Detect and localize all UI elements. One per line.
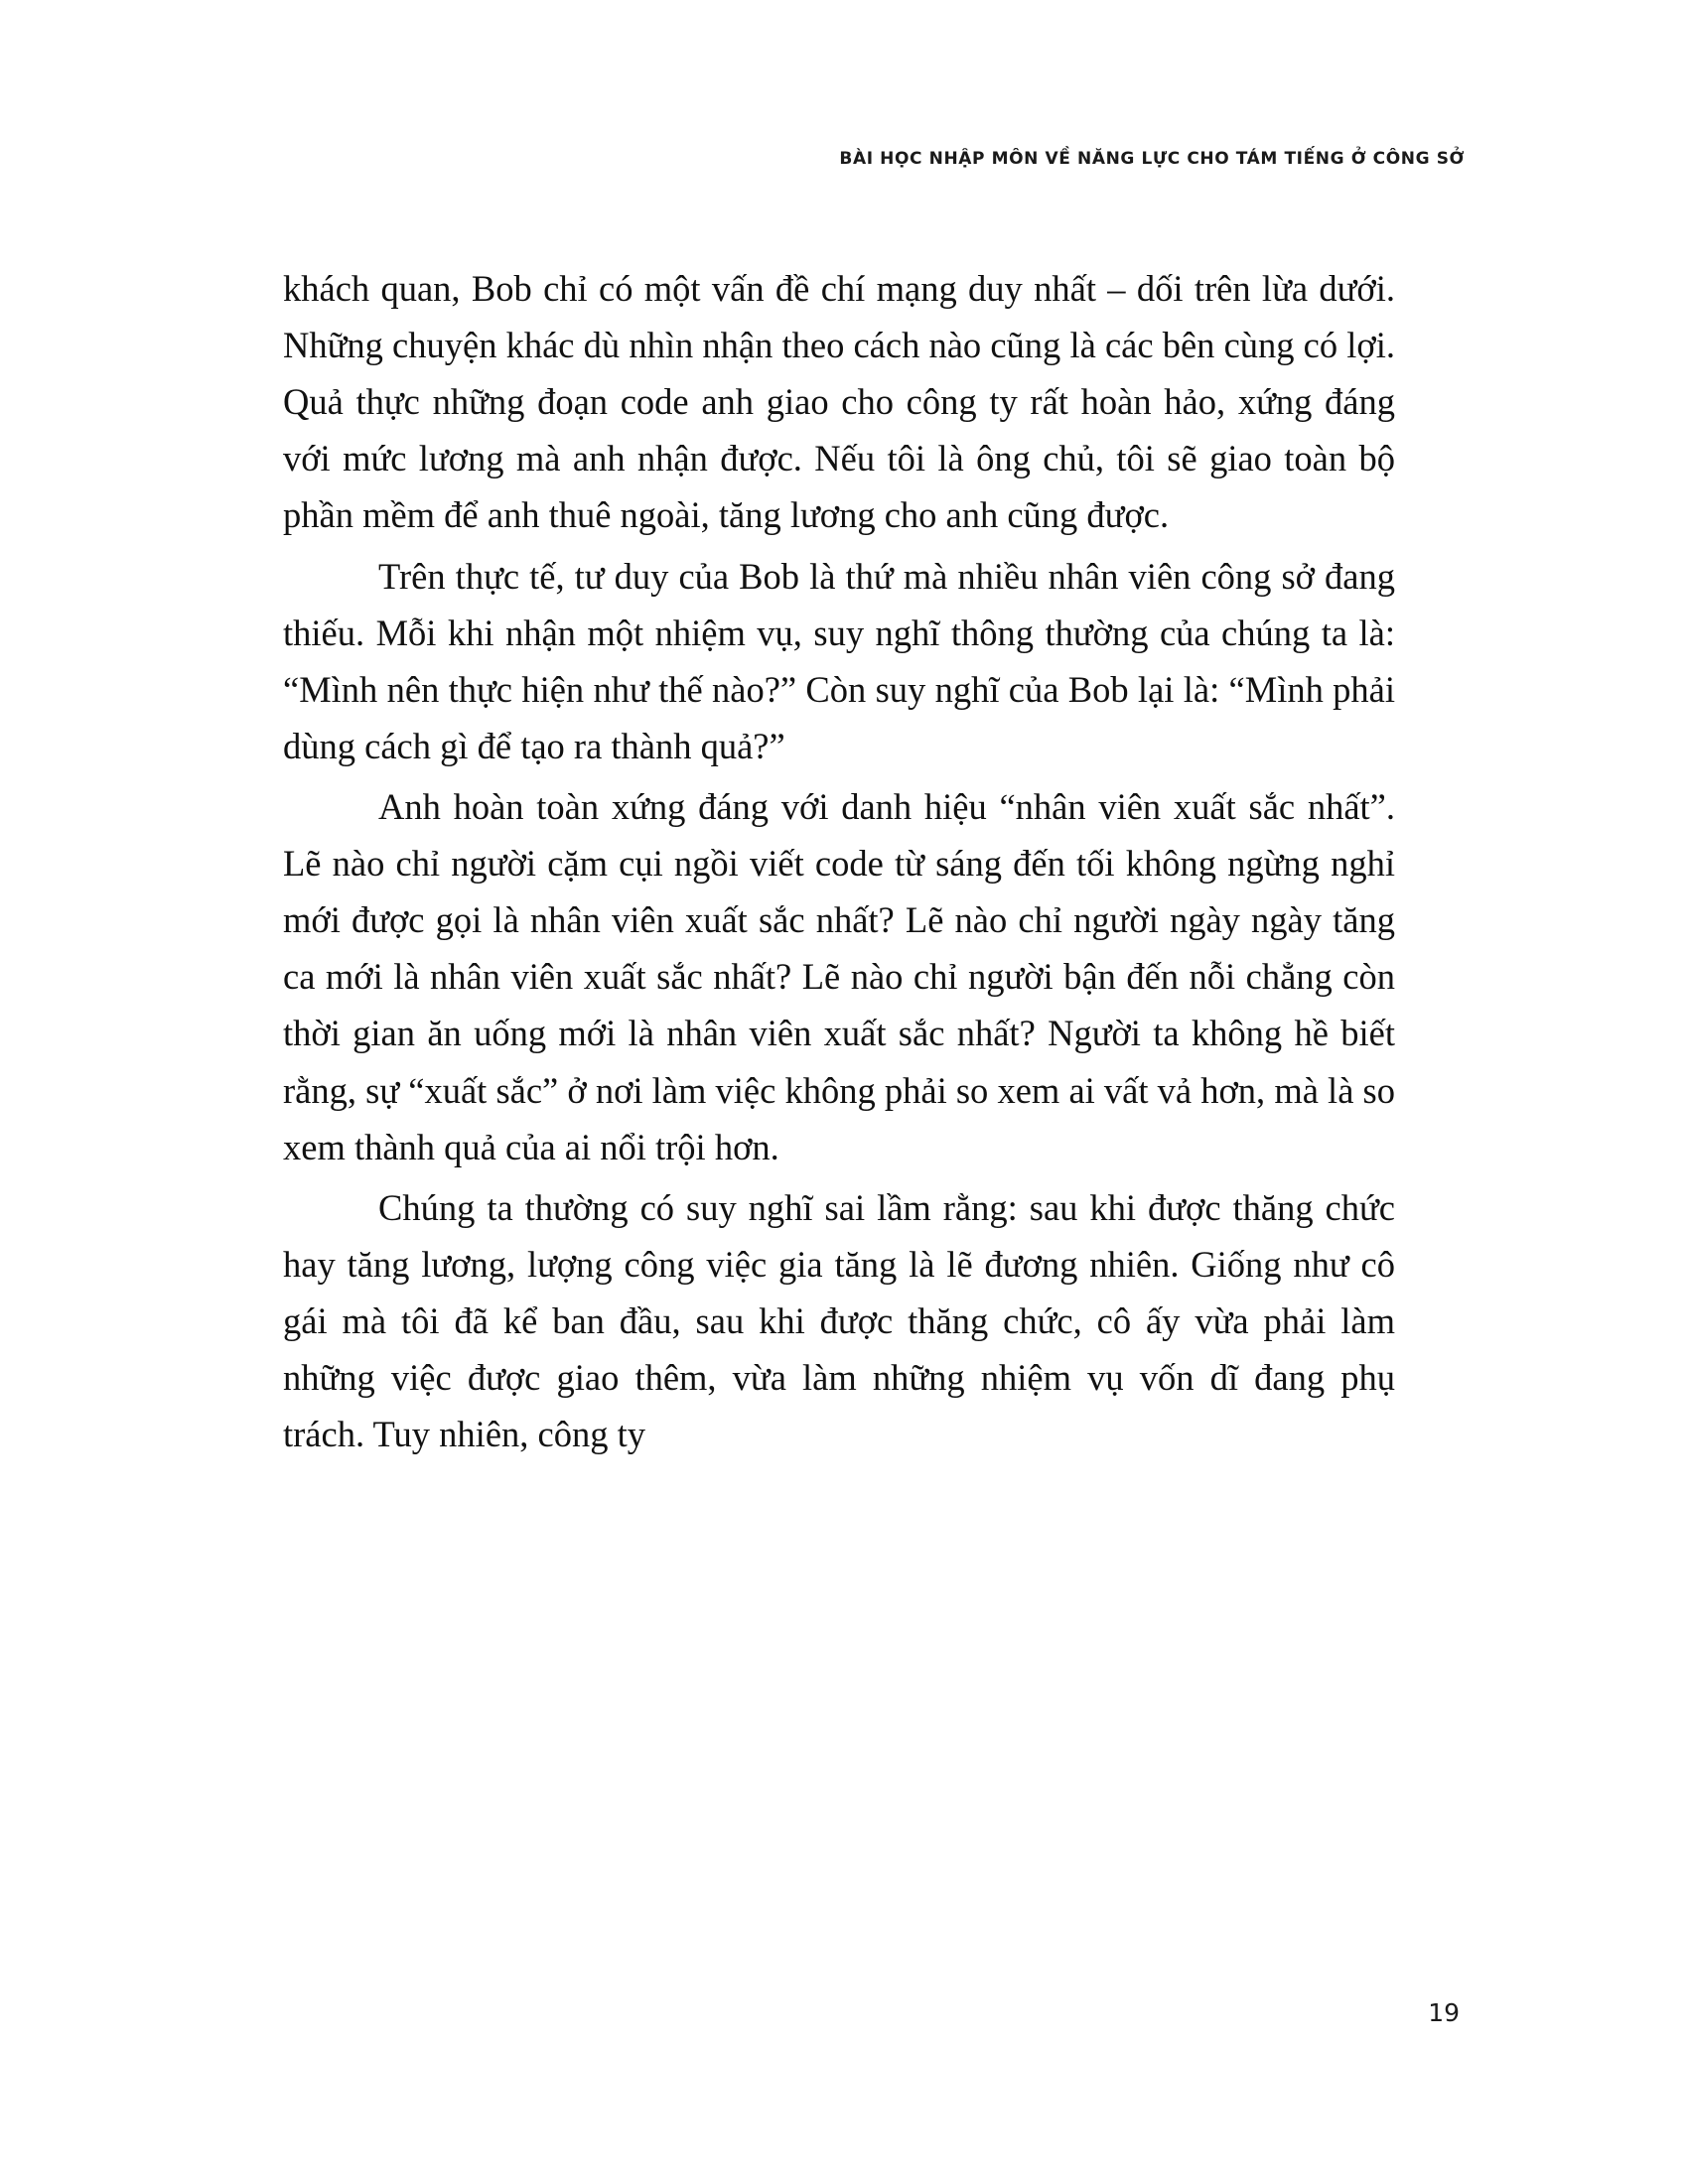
paragraph: Anh hoàn toàn xứng đáng với danh hiệu “nhân viên xuất sắc nhất”. Lẽ nào chỉ người cặm cụi ngồi viết code từ sáng đến tối không ngừng nghỉ mới được gọi là nhân viên xuất sắc nhất? Lẽ nào chỉ người ngày ngày tăng ca mới là nhân viên xuất sắc nhất? Lẽ nào chỉ người bận đến nỗi chẳng còn thời gian ăn uống mới là nhân viên xuất sắc nhất? Người ta không hề biết rằng, sự “xuất sắc” ở nơi làm việc không phải so xem ai vất vả hơn, mà là so xem thành quả của ai nổi trội hơn. (283, 785, 1395, 1167)
paragraph: khách quan, Bob chỉ có một vấn đề chí mạng duy nhất – dối trên lừa dưới. Những chuyện khác dù nhìn nhận theo cách nào cũng là các bên cùng có lợi. Quả thực những đoạn code anh giao cho công ty rất hoàn hảo, xứng đáng với mức lương mà anh nhận được. Nếu tôi là ông chủ, tôi sẽ giao toàn bộ phần mềm để anh thuê ngoài, tăng lương cho anh cũng được. (283, 268, 1395, 536)
page-number: 19 (1428, 1998, 1460, 2027)
paragraph: Chúng ta thường có suy nghĩ sai lầm rằng: sau khi được thăng chức hay tăng lương, lượng công việc gia tăng là lẽ đương nhiên. Giống như cô gái mà tôi đã kể ban đầu, sau khi được thăng chức, cô ấy vừa phải làm những việc được giao thêm, vừa làm những nhiệm vụ vốn dĩ đang phụ trách. Tuy nhiên, công ty (283, 1186, 1395, 1455)
running-head: BÀI HỌC NHẬP MÔN VỀ NĂNG LỰC CHO TÁM TIẾNG Ở CÔNG SỞ (839, 149, 1465, 169)
paragraph: Trên thực tế, tư duy của Bob là thứ mà nhiều nhân viên công sở đang thiếu. Mỗi khi nhận một nhiệm vụ, suy nghĩ thông thường của chúng ta là: “Mình nên thực hiện như thế nào?” Còn suy nghĩ của Bob lại là: “Mình phải dùng cách gì để tạo ra thành quả?” (283, 555, 1395, 766)
body-text (283, 260, 1395, 1462)
